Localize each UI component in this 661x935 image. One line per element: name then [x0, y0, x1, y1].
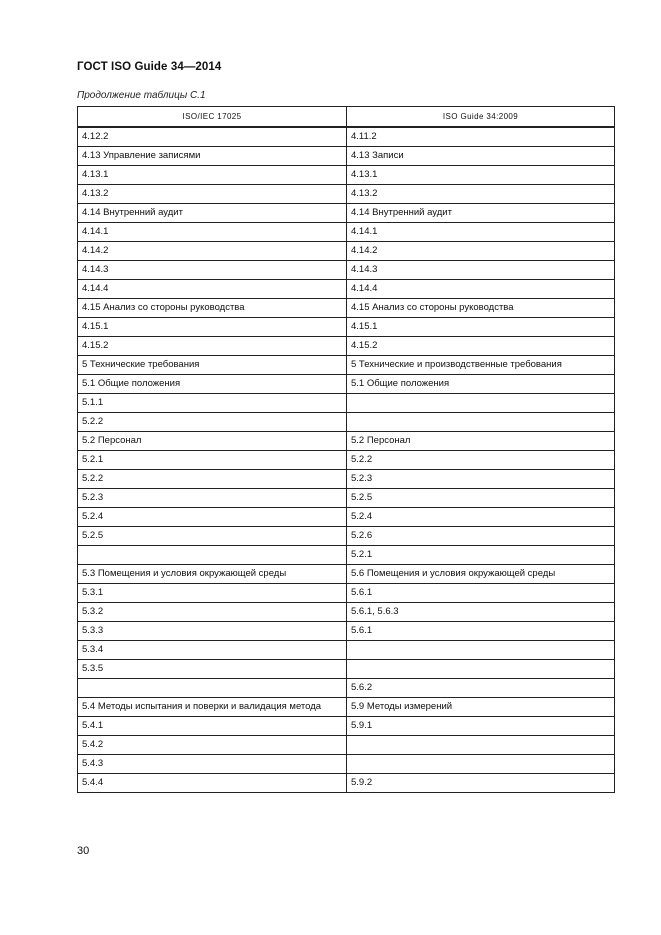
table-row — [78, 679, 615, 698]
table-row — [78, 565, 615, 584]
cell-iso-guide-34: 5.2.4 — [347, 508, 615, 527]
table-row — [78, 508, 615, 527]
table-row — [78, 660, 615, 679]
cell-iso-guide-34: 5.9.2 — [347, 774, 615, 793]
table-row — [78, 223, 615, 242]
cell-iso-guide-34: 5.6.1 — [347, 622, 615, 641]
table-row — [78, 204, 615, 223]
cell-iso-guide-34 — [347, 736, 615, 755]
cell-iso-guide-34: 5 Технические и производственные требования — [347, 356, 615, 375]
cell-iso-iec-17025: 5.1 Общие положения — [78, 375, 347, 394]
table-row — [78, 375, 615, 394]
cell-iso-iec-17025: 5.4 Методы испытания и поверки и валидация метода — [78, 698, 347, 717]
cell-iso-iec-17025: 5.4.4 — [78, 774, 347, 793]
cell-iso-guide-34: 5.6.1 — [347, 584, 615, 603]
cell-iso-iec-17025: 5.1.1 — [78, 394, 347, 413]
table-row — [78, 603, 615, 622]
correspondence-table — [77, 106, 615, 793]
column-header-iso-iec-17025: ISO/IEC 17025 — [78, 107, 347, 128]
cell-iso-iec-17025: 5.2.5 — [78, 527, 347, 546]
table-row — [78, 774, 615, 793]
cell-iso-guide-34: 4.14.2 — [347, 242, 615, 261]
table-row — [78, 242, 615, 261]
cell-iso-guide-34: 5.9.1 — [347, 717, 615, 736]
page-number: 30 — [77, 845, 90, 857]
table-row — [78, 356, 615, 375]
cell-iso-guide-34: 5.2.1 — [347, 546, 615, 565]
cell-iso-iec-17025: 5.2.2 — [78, 413, 347, 432]
cell-iso-guide-34: 5.6 Помещения и условия окружающей среды — [347, 565, 615, 584]
cell-iso-iec-17025: 4.14.3 — [78, 261, 347, 280]
table-row — [78, 147, 615, 166]
table-row — [78, 394, 615, 413]
cell-iso-guide-34: 4.11.2 — [347, 127, 615, 147]
cell-iso-iec-17025: 5.2.4 — [78, 508, 347, 527]
cell-iso-iec-17025: 4.14.4 — [78, 280, 347, 299]
cell-iso-iec-17025: 4.14.1 — [78, 223, 347, 242]
table-row — [78, 185, 615, 204]
table-row — [78, 527, 615, 546]
table-row — [78, 280, 615, 299]
cell-iso-iec-17025: 5.2 Персонал — [78, 432, 347, 451]
cell-iso-iec-17025: 5.2.3 — [78, 489, 347, 508]
cell-iso-iec-17025 — [78, 679, 347, 698]
cell-iso-iec-17025: 5.4.2 — [78, 736, 347, 755]
cell-iso-iec-17025: 5.3.4 — [78, 641, 347, 660]
table-row — [78, 127, 615, 147]
cell-iso-guide-34: 4.14 Внутренний аудит — [347, 204, 615, 223]
cell-iso-iec-17025: 5.3.3 — [78, 622, 347, 641]
table-row — [78, 451, 615, 470]
cell-iso-guide-34 — [347, 394, 615, 413]
cell-iso-iec-17025: 5.2.2 — [78, 470, 347, 489]
table-row — [78, 641, 615, 660]
cell-iso-guide-34: 4.14.1 — [347, 223, 615, 242]
cell-iso-guide-34: 4.14.3 — [347, 261, 615, 280]
cell-iso-guide-34: 5.2.6 — [347, 527, 615, 546]
cell-iso-iec-17025: 4.13 Управление записями — [78, 147, 347, 166]
table-row — [78, 318, 615, 337]
cell-iso-iec-17025: 5.4.3 — [78, 755, 347, 774]
cell-iso-guide-34 — [347, 660, 615, 679]
cell-iso-guide-34: 4.14.4 — [347, 280, 615, 299]
table-row — [78, 755, 615, 774]
table-row — [78, 413, 615, 432]
cell-iso-guide-34 — [347, 413, 615, 432]
table-row — [78, 299, 615, 318]
cell-iso-guide-34: 5.2.2 — [347, 451, 615, 470]
table-body — [78, 127, 615, 793]
cell-iso-guide-34: 4.15.1 — [347, 318, 615, 337]
cell-iso-guide-34: 5.6.1, 5.6.3 — [347, 603, 615, 622]
cell-iso-iec-17025: 5.4.1 — [78, 717, 347, 736]
cell-iso-iec-17025: 4.15.2 — [78, 337, 347, 356]
table-row — [78, 736, 615, 755]
cell-iso-iec-17025: 4.15.1 — [78, 318, 347, 337]
cell-iso-guide-34 — [347, 641, 615, 660]
cell-iso-iec-17025: 4.13.1 — [78, 166, 347, 185]
cell-iso-guide-34: 4.15.2 — [347, 337, 615, 356]
cell-iso-iec-17025: 4.14.2 — [78, 242, 347, 261]
column-header-iso-guide-34: ISO Guide 34:2009 — [347, 107, 615, 128]
table-caption: Продолжение таблицы С.1 — [77, 90, 206, 101]
cell-iso-guide-34: 5.1 Общие положения — [347, 375, 615, 394]
cell-iso-guide-34: 4.13.2 — [347, 185, 615, 204]
cell-iso-iec-17025: 4.15 Анализ со стороны руководства — [78, 299, 347, 318]
cell-iso-guide-34: 4.15 Анализ со стороны руководства — [347, 299, 615, 318]
cell-iso-iec-17025: 5.3.5 — [78, 660, 347, 679]
table-row — [78, 166, 615, 185]
cell-iso-guide-34: 5.2.3 — [347, 470, 615, 489]
table-row — [78, 261, 615, 280]
table-row — [78, 489, 615, 508]
cell-iso-guide-34: 5.9 Методы измерений — [347, 698, 615, 717]
table-row — [78, 717, 615, 736]
cell-iso-iec-17025 — [78, 546, 347, 565]
cell-iso-guide-34: 4.13.1 — [347, 166, 615, 185]
table-row — [78, 584, 615, 603]
cell-iso-guide-34: 5.6.2 — [347, 679, 615, 698]
table-row — [78, 622, 615, 641]
cell-iso-guide-34 — [347, 755, 615, 774]
cell-iso-iec-17025: 5.3 Помещения и условия окружающей среды — [78, 565, 347, 584]
cell-iso-iec-17025: 4.12.2 — [78, 127, 347, 147]
table-row — [78, 470, 615, 489]
cell-iso-guide-34: 5.2.5 — [347, 489, 615, 508]
cell-iso-iec-17025: 5.2.1 — [78, 451, 347, 470]
cell-iso-iec-17025: 5.3.1 — [78, 584, 347, 603]
cell-iso-iec-17025: 4.13.2 — [78, 185, 347, 204]
table-row — [78, 337, 615, 356]
table-row — [78, 546, 615, 565]
table-header-row — [78, 107, 615, 128]
cell-iso-iec-17025: 4.14 Внутренний аудит — [78, 204, 347, 223]
cell-iso-guide-34: 4.13 Записи — [347, 147, 615, 166]
cell-iso-guide-34: 5.2 Персонал — [347, 432, 615, 451]
table-row — [78, 432, 615, 451]
cell-iso-iec-17025: 5.3.2 — [78, 603, 347, 622]
document-header: ГОСТ ISO Guide 34—2014 — [77, 61, 222, 73]
cell-iso-iec-17025: 5 Технические требования — [78, 356, 347, 375]
table-row — [78, 698, 615, 717]
